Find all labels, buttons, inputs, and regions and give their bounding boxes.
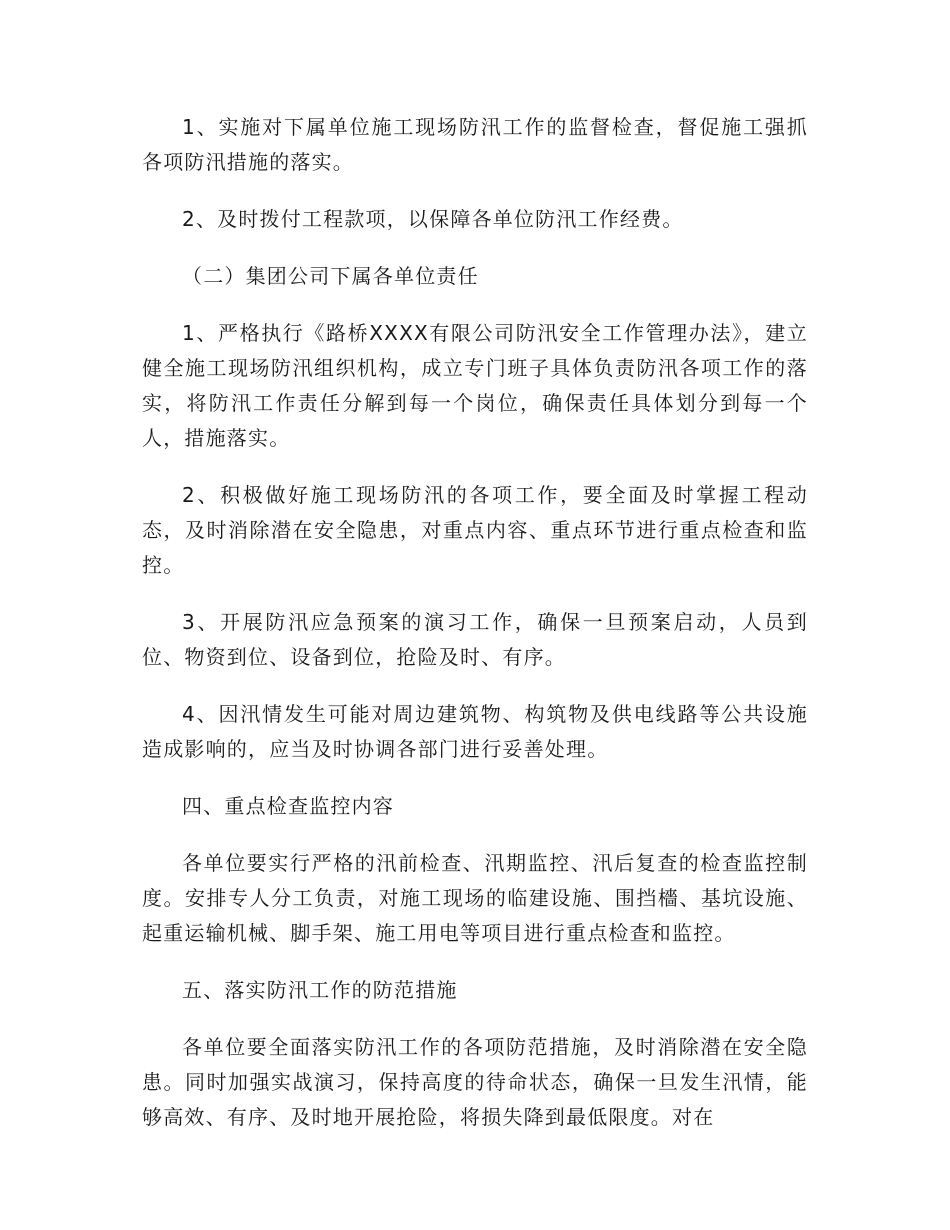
section-heading-2: （二）集团公司下属各单位责任	[182, 264, 479, 288]
paragraph-6: 4、因汛情发生可能对周边建筑物、构筑物及供电线路等公共设施造成影响的，应当及时协调各部门进行妥善处理。	[142, 702, 808, 761]
paragraph-8: 各单位要全面落实防汛工作的各项防范措施，及时消除潜在安全隐患。同时加强实战演习，保持高度的待命状态，确保一旦发生汛情，能够高效、有序、及时地开展抢险，将损失降到最低限度。对在	[142, 1035, 808, 1129]
paragraph-2: 2、及时拨付工程款项，以保障各单位防汛工作经费。	[182, 207, 684, 231]
paragraph-1: 1、实施对下属单位施工现场防汛工作的监督检查，督促施工强抓各项防汛措施的落实。	[142, 115, 808, 174]
document-body	[142, 110, 808, 1157]
section-heading-4: 四、重点检查监控内容	[182, 794, 394, 818]
section-heading-5: 五、落实防汛工作的防范措施	[182, 978, 458, 1002]
paragraph-5: 3、开展防汛应急预案的演习工作，确保一旦预案启动，人员到位、物资到位、设备到位，抢险及时、有序。	[142, 610, 808, 669]
paragraph-4: 2、积极做好施工现场防汛的各项工作，要全面及时掌握工程动态，及时消除潜在安全隐患，对重点内容、重点环节进行重点检查和监控。	[142, 483, 808, 577]
paragraph-3: 1、严格执行《路桥XXXX有限公司防汛安全工作管理办法》，建立健全施工现场防汛组织机构，成立专门班子具体负责防汛各项工作的落实，将防汛工作责任分解到每一个岗位，确保责任具体划分到每一个人，措施落实。	[142, 321, 808, 450]
paragraph-7: 各单位要实行严格的汛前检查、汛期监控、汛后复查的检查监控制度。安排专人分工负责，对施工现场的临建设施、围挡檣、基坑设施、起重运输机械、脚手架、施工用电等项目进行重点检查和监控。	[142, 851, 808, 945]
